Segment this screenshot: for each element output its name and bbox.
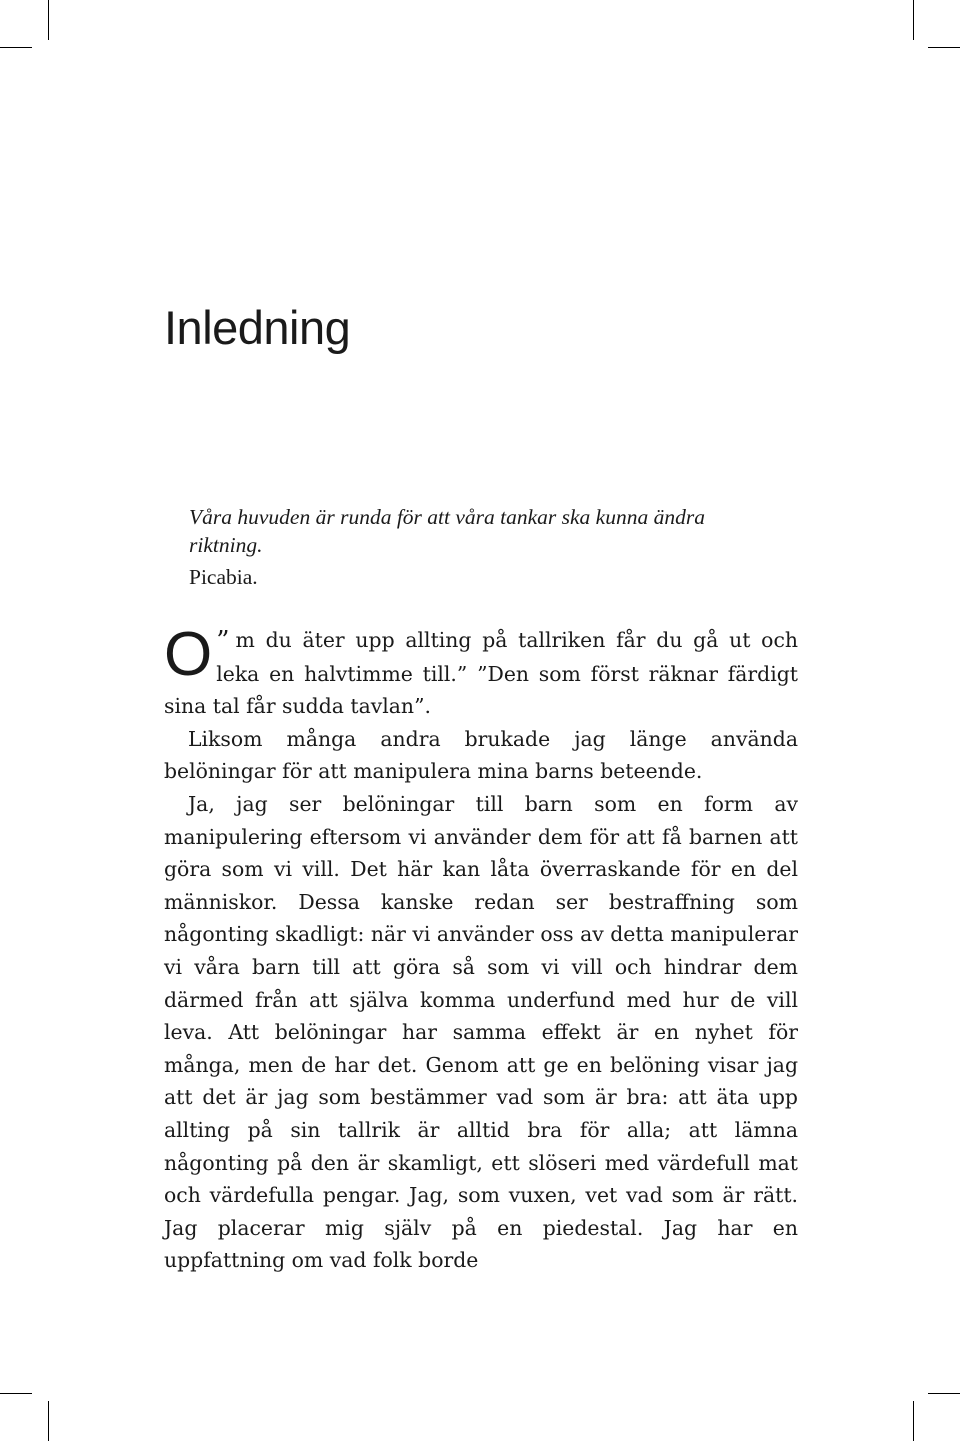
paragraph-1: [164, 620, 798, 723]
paragraph-1-text: m du äter upp allting på tallriken får du gå ut och leka en halvtimme till.” ”Den som först räknar färdigt sina tal får sudda tavlan”.: [164, 628, 798, 719]
epigraph-source: Picabia.: [189, 565, 258, 589]
crop-mark-bottom-right-h: [928, 1393, 960, 1394]
drop-cap: O: [164, 620, 213, 689]
crop-mark-bottom-right: [913, 1401, 914, 1441]
paragraph-2: Liksom många andra brukade jag länge använda belöningar för att manipulera mina barns beteende.: [164, 726, 798, 784]
crop-mark-bottom-left: [48, 1401, 49, 1441]
body-text: [164, 620, 798, 1277]
paragraph-3: Ja, jag ser belöningar till barn som en form av manipulering eftersom vi använder dem för att få barnen att göra som vi vill. Det här kan låta överraskande för en del människor. Dessa kanske redan ser bestraffning som någonting skadligt: när vi använder oss av detta manipulerar vi våra barn till att göra så som vi vill och hindrar dem därmed från att själva komma underfund med hur de vill leva. Att belöningar har samma effekt är en nyhet för många, men de har det. Genom att ge en belöning visar jag att det är jag som bestämmer vad som är bra: att äta upp allting på sin tallrik är alltid bra för alla; att lämna någonting på den är skamligt, ett slöseri med värdefull mat och värdefulla pengar. Jag, som vuxen, vet vad som är rätt. Jag placerar mig själv på en piedestal. Jag har en uppfattning om vad folk borde: [164, 791, 798, 1273]
epigraph: [189, 503, 749, 591]
opening-quote-mark: ”: [216, 626, 230, 656]
chapter-title: Inledning: [164, 301, 351, 354]
crop-mark-top-right-h: [928, 47, 960, 48]
epigraph-quote: Våra huvuden är runda för att våra tankar ska kunna ändra riktning.: [189, 505, 705, 557]
crop-mark-top-left-h: [0, 47, 32, 48]
crop-mark-bottom-left-h: [0, 1393, 32, 1394]
crop-mark-top-right: [913, 0, 914, 40]
crop-mark-top-left: [48, 0, 49, 40]
